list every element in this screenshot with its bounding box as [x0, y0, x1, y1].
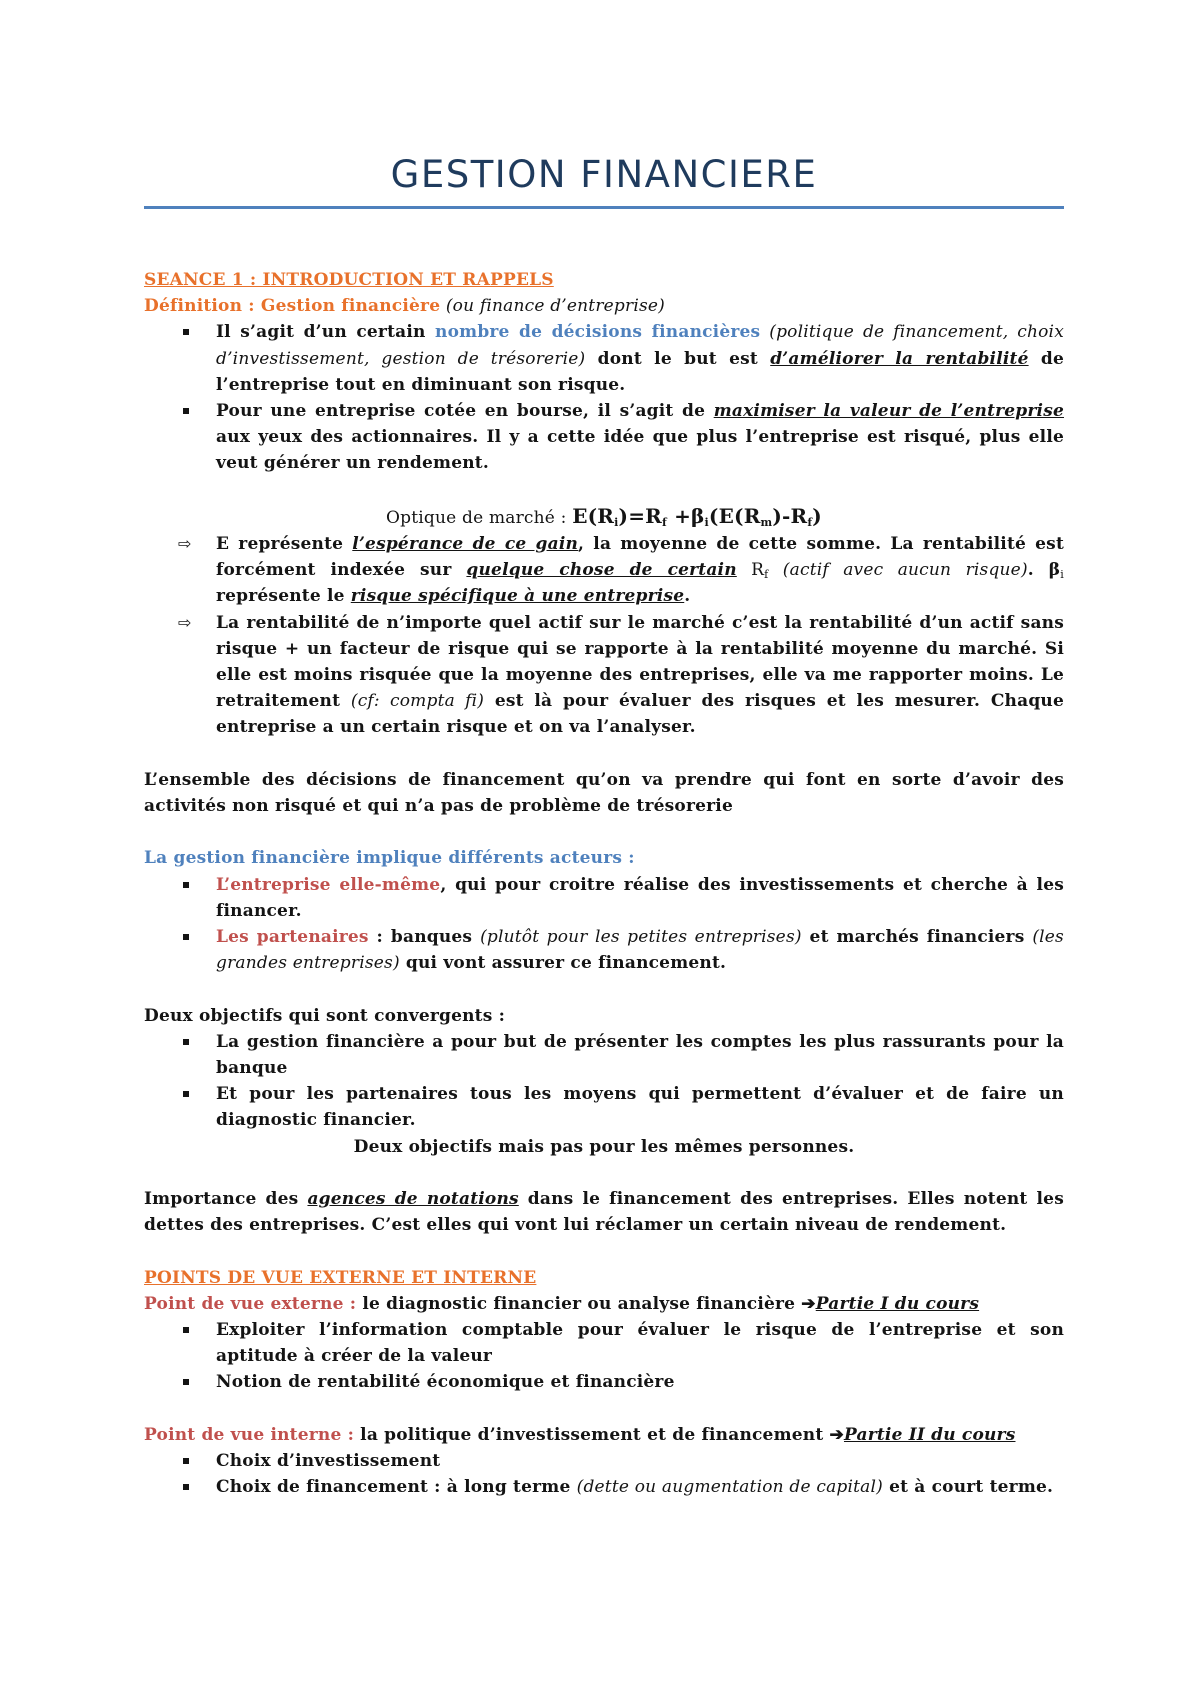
text-span: , la moyenne de cette somme. La rentabilité est forcément indexée sur [216, 534, 1065, 581]
formula-sub: i [704, 515, 709, 529]
list-item [144, 1029, 1064, 1081]
outline-arrow-icon: ⇨ [178, 534, 192, 554]
text-span: Choix d’investissement [216, 1451, 441, 1472]
text-span: E représente [216, 534, 353, 555]
text-span: , qui pour croitre réalise des investissements et cherche à les financer. [216, 874, 1064, 921]
square-bullet-icon [183, 1039, 189, 1045]
right-arrow-icon: ➔ [829, 1424, 844, 1445]
formula-label: Optique de marché : [386, 507, 573, 528]
text-span: la politique d’investissement et de financement [354, 1424, 830, 1445]
list-item [144, 1081, 1064, 1133]
text-span: Il s’agit d’un certain [216, 322, 436, 343]
section-heading-points: POINTS DE VUE EXTERNE ET INTERNE [144, 1267, 537, 1288]
text-span: dont le but est [585, 348, 771, 369]
text-span: . β [1027, 560, 1061, 581]
interne-label: Point de vue interne : [144, 1424, 355, 1445]
acteur-label: L’entreprise elle-même [216, 874, 441, 895]
emphasis-agences: agences de notations [307, 1189, 519, 1210]
text-span: est là pour évaluer des risques et les mesurer. Chaque entreprise a un certain risque et on va l’analyser. [216, 691, 1064, 738]
paren-text: (cf: compta fi) [350, 691, 485, 712]
formula-sub: f [764, 568, 769, 582]
list-item [144, 398, 1064, 477]
list-item [144, 1474, 1064, 1500]
paren-text: (plutôt pour les petites entreprises) [480, 927, 802, 948]
outline-arrow-icon: ⇨ [178, 612, 192, 632]
interne-list [144, 1448, 1064, 1500]
acteur-label: Les partenaires [216, 927, 369, 948]
partie-1-ref: Partie I du cours [815, 1293, 980, 1314]
formula-part: E(R [572, 503, 615, 528]
emphasis-valeur: maximiser la valeur de l’entreprise [713, 401, 1064, 422]
emphasis-risque: risque spécifique à une entreprise [350, 586, 685, 607]
definition-label: Définition : Gestion financière [144, 296, 441, 317]
square-bullet-icon [183, 934, 189, 940]
text-span: La rentabilité de n’importe quel actif sur le marché c’est la rentabilité d’un actif sans risque + un facteur de risque qui se rapporte à la rentabilité moyenne du marché. Si elle est moins risquée que la moyenne des entreprises, elle va me rapporter moins. Le retraitement [216, 612, 1064, 712]
definition-line [144, 293, 1064, 319]
objectifs-list [144, 1029, 1064, 1134]
paren-text: (les grandes entreprises) [216, 927, 1064, 974]
objectifs-heading: Deux objectifs qui sont convergents : [144, 1005, 506, 1026]
formula-sub: i [614, 515, 619, 529]
text-span: Exploiter l’information comptable pour évaluer le risque de l’entreprise et son aptitude à créer de la valeur [216, 1320, 1064, 1367]
text-span: R [736, 560, 765, 581]
list-item [144, 1448, 1064, 1474]
externe-label: Point de vue externe : [144, 1293, 357, 1314]
list-item [144, 610, 1064, 741]
right-arrow-icon: ➔ [801, 1293, 816, 1314]
formula-part: (E(R [708, 503, 761, 528]
paren-text: (politique de financement, choix d’investissement, gestion de trésorerie) [216, 322, 1064, 369]
square-bullet-icon [183, 882, 189, 888]
objectifs-note: Deux objectifs mais pas pour les mêmes personnes. [353, 1136, 855, 1157]
square-bullet-icon [183, 1484, 189, 1490]
list-item [144, 319, 1064, 398]
definition-paren: (ou finance d’entreprise) [445, 296, 665, 317]
spacer [144, 477, 1064, 503]
text-span: La gestion financière a pour but de présenter les comptes les plus rassurants pour la banque [216, 1031, 1064, 1079]
square-bullet-icon [183, 1091, 189, 1097]
square-bullet-icon [183, 329, 189, 335]
acteurs-heading: La gestion financière implique différents acteurs : [144, 848, 635, 869]
title-rule [144, 206, 1064, 209]
page-title: GESTION FINANCIERE [390, 153, 818, 196]
formula-line [144, 503, 1064, 531]
text-span: : banques [368, 927, 481, 948]
partie-2-ref: Partie II du cours [843, 1424, 1016, 1445]
interne-line [144, 1422, 1064, 1448]
text-span: Et pour les partenaires tous les moyens qui permettent d’évaluer et de faire un diagnostic financier. [216, 1084, 1064, 1131]
formula-sub: m [760, 515, 773, 529]
square-bullet-icon [183, 1458, 189, 1464]
paragraph-agences [144, 1186, 1064, 1238]
emphasis-certain: quelque chose de certain [466, 560, 737, 581]
document-body [144, 267, 1064, 1500]
text-span: dans le financement des entreprises. Elles notent les dettes des entreprises. C’est elles qui vont lui réclamer un certain niveau de rendement. [144, 1189, 1064, 1236]
text-span: et marchés financiers [801, 927, 1033, 948]
list-item [144, 1369, 1064, 1395]
text-span: Importance des [144, 1189, 308, 1210]
text-span: aux yeux des actionnaires. Il y a cette idée que plus l’entreprise est risqué, plus elle veut générer un rendement. [216, 427, 1064, 474]
formula-part: )=R [618, 503, 662, 528]
square-bullet-icon [183, 408, 189, 414]
acteurs-list [144, 872, 1064, 977]
text-span: représente le [216, 586, 351, 607]
formula-sub: f [807, 515, 813, 529]
externe-list [144, 1317, 1064, 1396]
formula-part: +β [666, 503, 705, 528]
text-span [760, 322, 769, 342]
highlight-decisions: nombre de décisions financières [435, 322, 761, 343]
list-item [144, 531, 1064, 610]
spacer [144, 976, 1064, 1002]
formula-sub: i [1060, 568, 1064, 582]
definition-bullets [144, 319, 1064, 476]
paren-text: (actif avec aucun risque) [768, 560, 1028, 581]
spacer [144, 741, 1064, 767]
text-span: qui vont assurer ce financement. [399, 953, 727, 974]
list-item [144, 924, 1064, 976]
emphasis-rentabilite: d’améliorer la rentabilité [770, 348, 1029, 369]
square-bullet-icon [183, 1379, 189, 1385]
spacer [144, 819, 1064, 845]
spacer [144, 1160, 1064, 1186]
formula-sub: f [661, 515, 667, 529]
text-span: Pour une entreprise cotée en bourse, il s’agit de [216, 401, 714, 422]
spacer [144, 1396, 1064, 1422]
emphasis-esperance: l’espérance de ce gain [352, 534, 579, 555]
formula-arrows [144, 531, 1064, 741]
text-span: Choix de financement : à long terme [216, 1477, 577, 1498]
text-span: de l’entreprise tout en diminuant son risque. [216, 348, 1064, 395]
section-heading-seance: SEANCE 1 : INTRODUCTION ET RAPPELS [144, 270, 554, 290]
text-span: le diagnostic financier ou analyse financière [356, 1293, 802, 1314]
formula [572, 504, 822, 528]
externe-line [144, 1291, 1064, 1317]
text-span: Notion de rentabilité économique et financière [216, 1372, 675, 1393]
paren-text: (dette ou augmentation de capital) [576, 1477, 883, 1498]
square-bullet-icon [183, 1327, 189, 1333]
text-span: et à court terme. [882, 1477, 1054, 1498]
formula-part: )-R [772, 503, 808, 528]
list-item [144, 872, 1064, 924]
spacer [144, 1238, 1064, 1264]
list-item [144, 1317, 1064, 1369]
paragraph-ensemble: L’ensemble des décisions de financement qu’on va prendre qui font en sorte d’avoir des activités non risqué et qui n’a pas de problème de trésorerie [144, 769, 1064, 817]
formula-part: ) [812, 503, 822, 528]
text-span: . [684, 586, 691, 607]
